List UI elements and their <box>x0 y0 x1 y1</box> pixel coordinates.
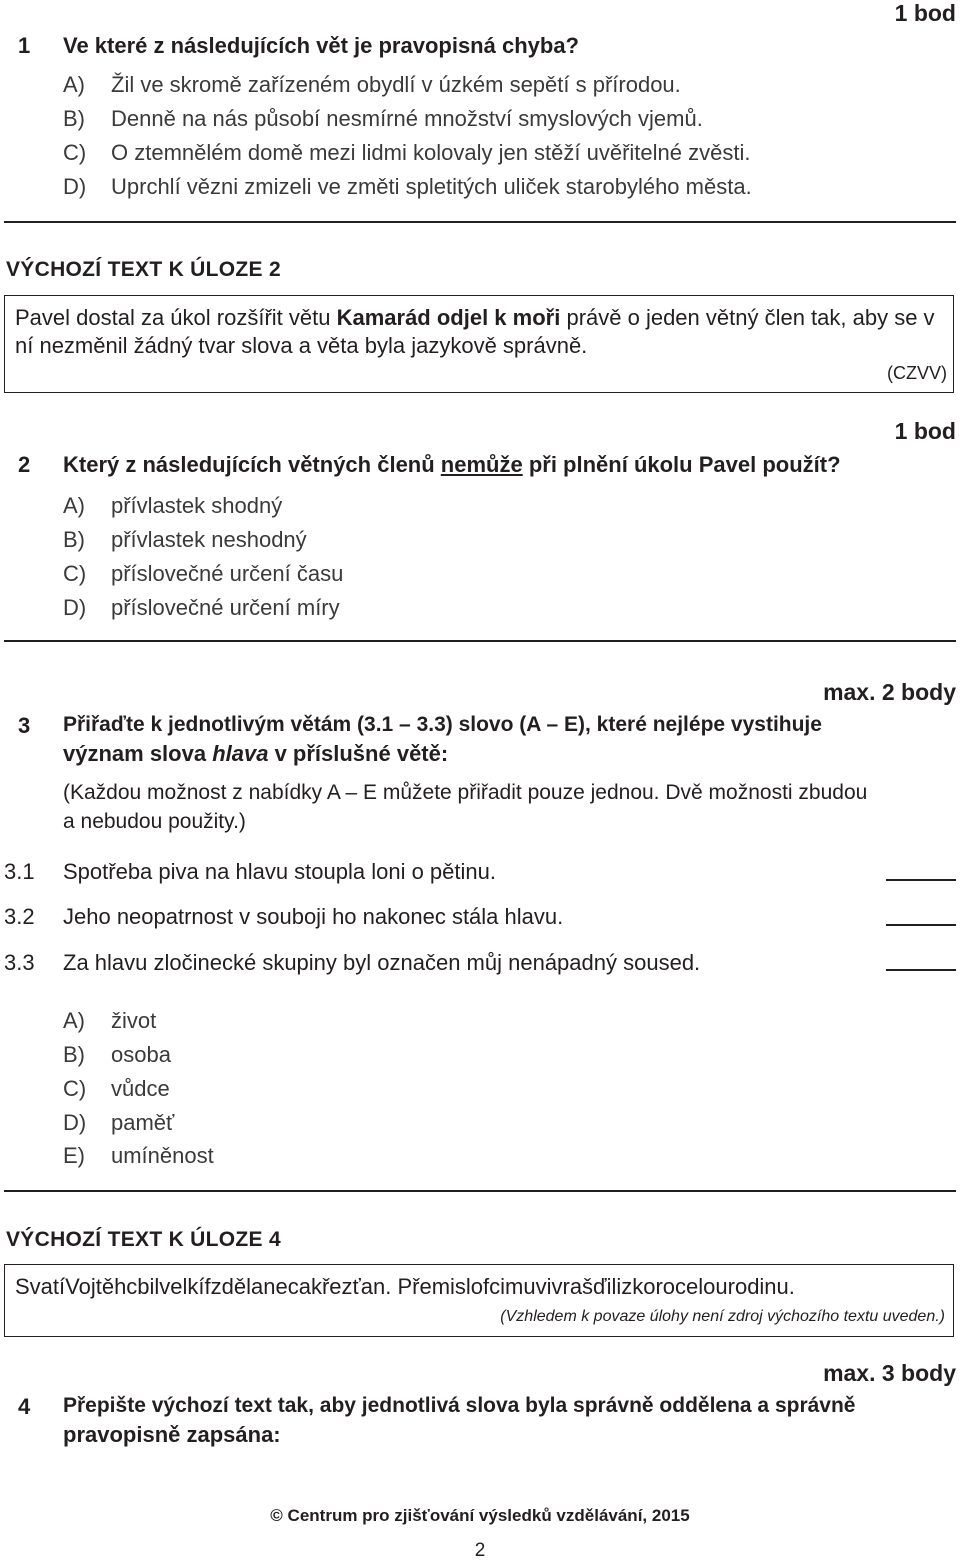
option-text: přívlastek shodný <box>111 493 283 518</box>
option-text: paměť <box>111 1110 175 1135</box>
option-text: přívlastek neshodný <box>111 527 307 552</box>
option-text: život <box>111 1008 157 1033</box>
q3-option-b <box>63 1042 171 1068</box>
option-letter: C) <box>63 1076 87 1101</box>
q1-question: Ve které z následujících vět je pravopisná chyba? <box>63 33 579 58</box>
q1-option-c[interactable] <box>63 140 750 166</box>
question-part: význam slova <box>63 741 213 766</box>
q3-instruction: (Každou možnost z nabídky A – E můžete přiřadit pouze jednou. Dvě možnosti zbudou <box>63 781 868 804</box>
option-letter: A) <box>63 72 85 97</box>
q4-number: 4 <box>18 1394 31 1419</box>
option-text: příslovečné určení času <box>111 561 344 586</box>
answer-blank-3-2[interactable] <box>886 924 956 926</box>
answer-blank-3-1[interactable] <box>886 879 956 881</box>
footer-copyright: © Centrum pro zjišťování výsledků vzdělávání, 2015 <box>270 1506 690 1525</box>
q2-option-b[interactable] <box>63 527 307 553</box>
question-part: v příslušné větě: <box>268 741 449 766</box>
q3-item-number: 3.2 <box>4 904 35 929</box>
q3-option-c <box>63 1076 170 1102</box>
source-text-part: Pavel dostal za úkol rozšířit větu <box>15 305 337 330</box>
q2-option-d[interactable] <box>63 595 340 621</box>
q3-item-number: 3.3 <box>4 950 35 975</box>
option-letter: E) <box>63 1143 85 1168</box>
source-text-2 <box>15 304 945 360</box>
question-italic: hlava <box>212 741 269 766</box>
q3-question-line2 <box>63 741 448 767</box>
q4-question: Přepište výchozí text tak, aby jednotlivá slova byla správně oddělena a správně <box>63 1394 856 1417</box>
page-number: 2 <box>474 1540 486 1561</box>
option-letter: A) <box>63 493 85 518</box>
q2-points: 1 bod <box>894 418 956 444</box>
q3-instruction-line2: a nebudou použity.) <box>63 810 246 833</box>
source-text-4: SvatíVojtěhcbilvelkífzdělanecakřezťan. Přemislofcimuvivrašďilizkorocelourodinu. <box>15 1274 795 1299</box>
option-text: Uprchlí vězni zmizeli ve změti spletitých uliček starobylého města. <box>111 174 752 199</box>
option-letter: B) <box>63 1042 85 1067</box>
source-heading-4: VÝCHOZÍ TEXT K ÚLOZE 4 <box>6 1228 281 1251</box>
source-box-4 <box>4 1264 954 1337</box>
divider <box>4 640 956 642</box>
option-text: Žil ve skromě zařízeném obydlí v úzkém sepětí s přírodou. <box>111 72 681 97</box>
q3-question: Přiřaďte k jednotlivým větám (3.1 – 3.3) slovo (A – E), které nejlépe vystihuje <box>63 713 822 736</box>
source-attribution-2: (CZVV) <box>887 363 947 383</box>
source-box-2 <box>4 295 954 393</box>
question-underlined: nemůže <box>440 452 523 477</box>
option-letter: B) <box>63 527 85 552</box>
q3-option-e <box>63 1143 214 1169</box>
q4-question-line2: pravopisně zapsána: <box>63 1422 281 1447</box>
option-letter: C) <box>63 140 87 165</box>
question-part: Který z následujících větných členů <box>63 452 441 477</box>
q1-option-b[interactable] <box>63 106 703 132</box>
q4-points: max. 3 body <box>823 1360 956 1386</box>
q3-option-d <box>63 1110 174 1136</box>
divider <box>4 221 956 223</box>
source-text-bold: Kamarád odjel k moři <box>336 305 561 330</box>
q2-option-c[interactable] <box>63 561 343 587</box>
option-letter: D) <box>63 1110 87 1135</box>
q3-item-text: Za hlavu zločinecké skupiny byl označen můj nenápadný soused. <box>63 950 701 975</box>
q2-question <box>63 452 841 478</box>
option-letter: D) <box>63 595 87 620</box>
q3-item-text: Jeho neopatrnost v souboji ho nakonec stála hlavu. <box>63 904 564 929</box>
q3-item-number: 3.1 <box>4 859 35 884</box>
source-text-part: právě o jeden větný člen tak, aby se v ní nezměnil žádný tvar slova a věta byla jazykově správně. <box>15 305 935 358</box>
answer-blank-3-3[interactable] <box>886 969 956 971</box>
q3-points: max. 2 body <box>823 679 956 705</box>
source-attribution-4: (Vzhledem k povaze úlohy není zdroj výchozího textu uveden.) <box>500 1308 945 1325</box>
option-letter: B) <box>63 106 85 131</box>
divider <box>4 1190 956 1192</box>
q1-number: 1 <box>18 33 31 58</box>
option-text: O ztemnělém domě mezi lidmi kolovaly jen stěží uvěřitelné zvěsti. <box>111 140 751 165</box>
option-text: osoba <box>111 1042 171 1067</box>
question-part: při plnění úkolu Pavel použít? <box>522 452 841 477</box>
q3-option-a <box>63 1008 156 1034</box>
option-text: umíněnost <box>111 1143 214 1168</box>
q1-option-a[interactable] <box>63 72 681 98</box>
q1-option-d[interactable] <box>63 174 752 200</box>
q3-item-text: Spotřeba piva na hlavu stoupla loni o pětinu. <box>63 859 496 884</box>
q1-points: 1 bod <box>894 0 956 26</box>
q2-option-a[interactable] <box>63 493 282 519</box>
source-heading-2: VÝCHOZÍ TEXT K ÚLOZE 2 <box>6 258 281 281</box>
option-text: vůdce <box>111 1076 170 1101</box>
q3-number: 3 <box>18 713 31 738</box>
q2-number: 2 <box>18 452 31 477</box>
option-letter: D) <box>63 174 87 199</box>
option-letter: A) <box>63 1008 85 1033</box>
option-text: Denně na nás působí nesmírné množství smyslových vjemů. <box>111 106 703 131</box>
option-letter: C) <box>63 561 87 586</box>
option-text: příslovečné určení míry <box>111 595 340 620</box>
